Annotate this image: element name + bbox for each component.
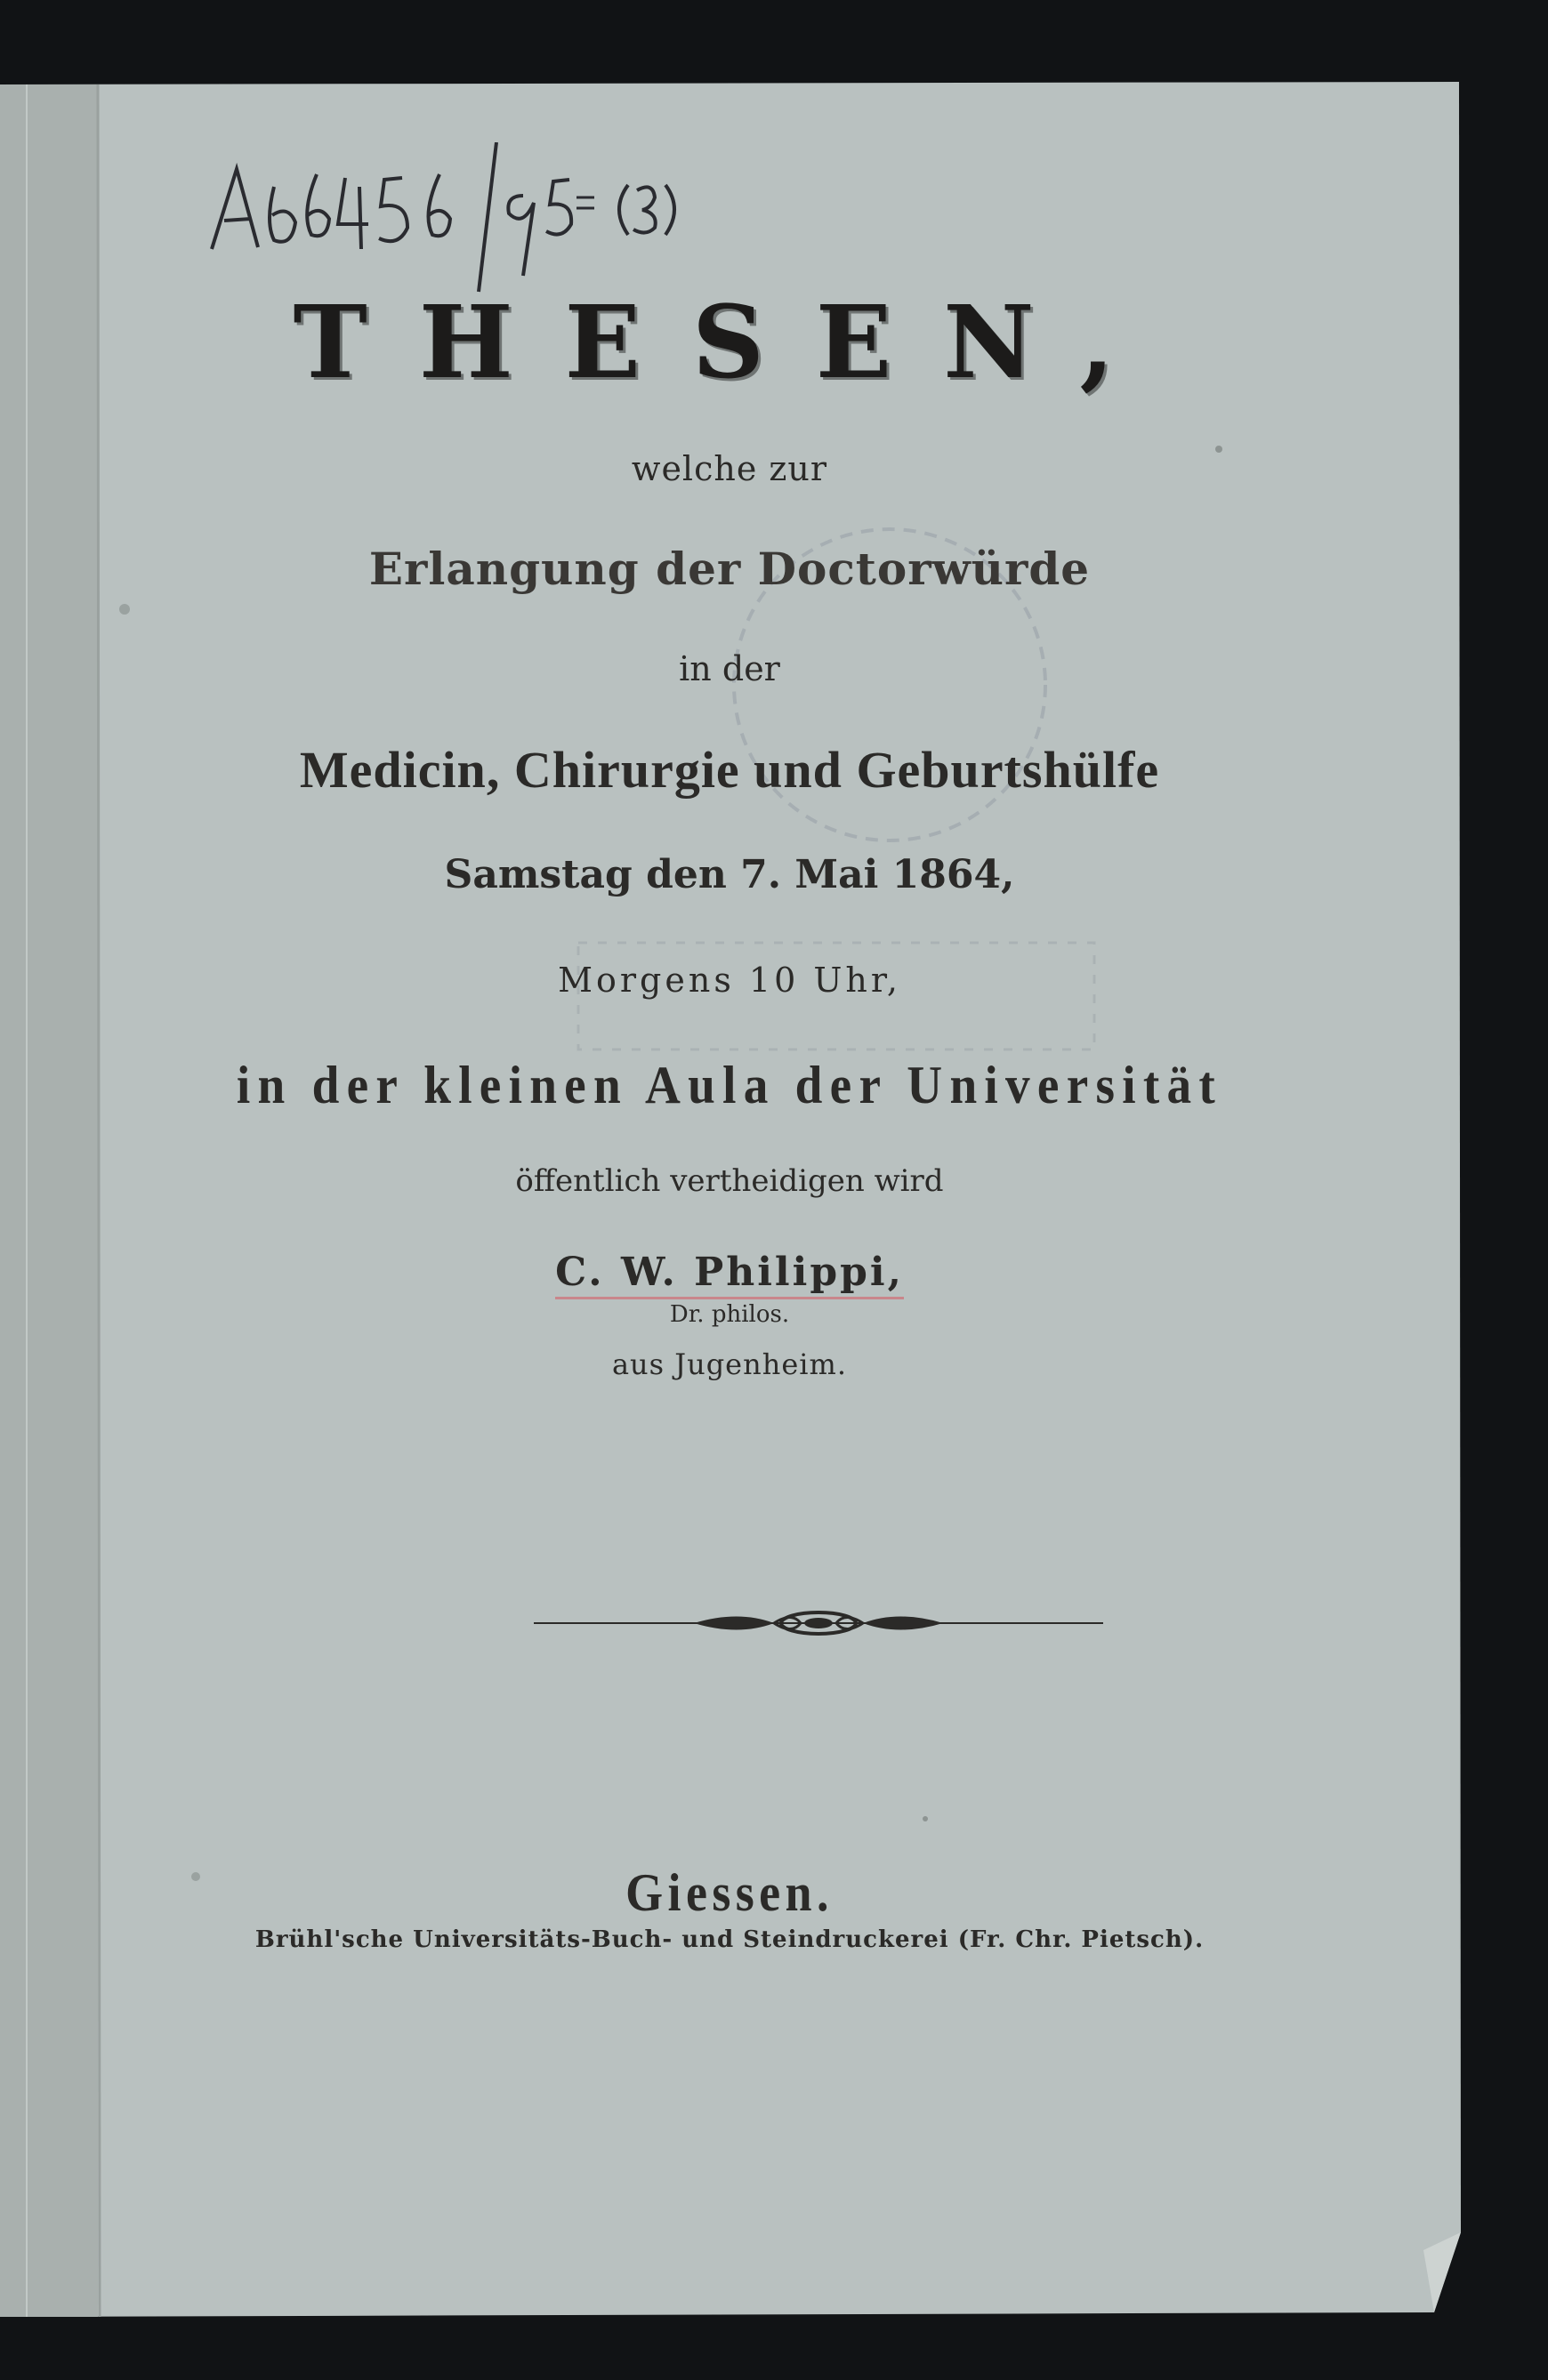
- line-in-der: in der: [679, 649, 780, 688]
- author-degree: Dr. philos.: [669, 1301, 790, 1328]
- author-name-text: C. W. Philippi,: [555, 1250, 904, 1299]
- ornament-divider: [534, 1601, 1103, 1645]
- handwritten-shelfmark: [203, 142, 754, 293]
- line-place: in der kleinen Aula der Universität: [236, 1056, 1223, 1114]
- thesis-title: THESEN,: [293, 285, 1166, 401]
- author-origin: aus Jugenheim.: [611, 1347, 848, 1381]
- line-faculties: Medicin, Chirurgie und Geburtshülfe: [299, 741, 1160, 799]
- author-name: [107, 1250, 1352, 1295]
- printer-imprint: Brühl'sche Universitäts-Buch- und Steindruckerei (Fr. Chr. Pietsch).: [254, 1926, 1205, 1953]
- line-date: Samstag den 7. Mai 1864,: [444, 852, 1015, 897]
- line-erlangung: Erlangung der Doctorwürde: [368, 543, 1091, 595]
- line-welche-zur: welche zur: [631, 449, 828, 488]
- line-time: Morgens 10 Uhr,: [558, 961, 901, 1000]
- city-imprint: Giessen.: [625, 1863, 834, 1922]
- line-defend: öffentlich vertheidigen wird: [515, 1163, 944, 1199]
